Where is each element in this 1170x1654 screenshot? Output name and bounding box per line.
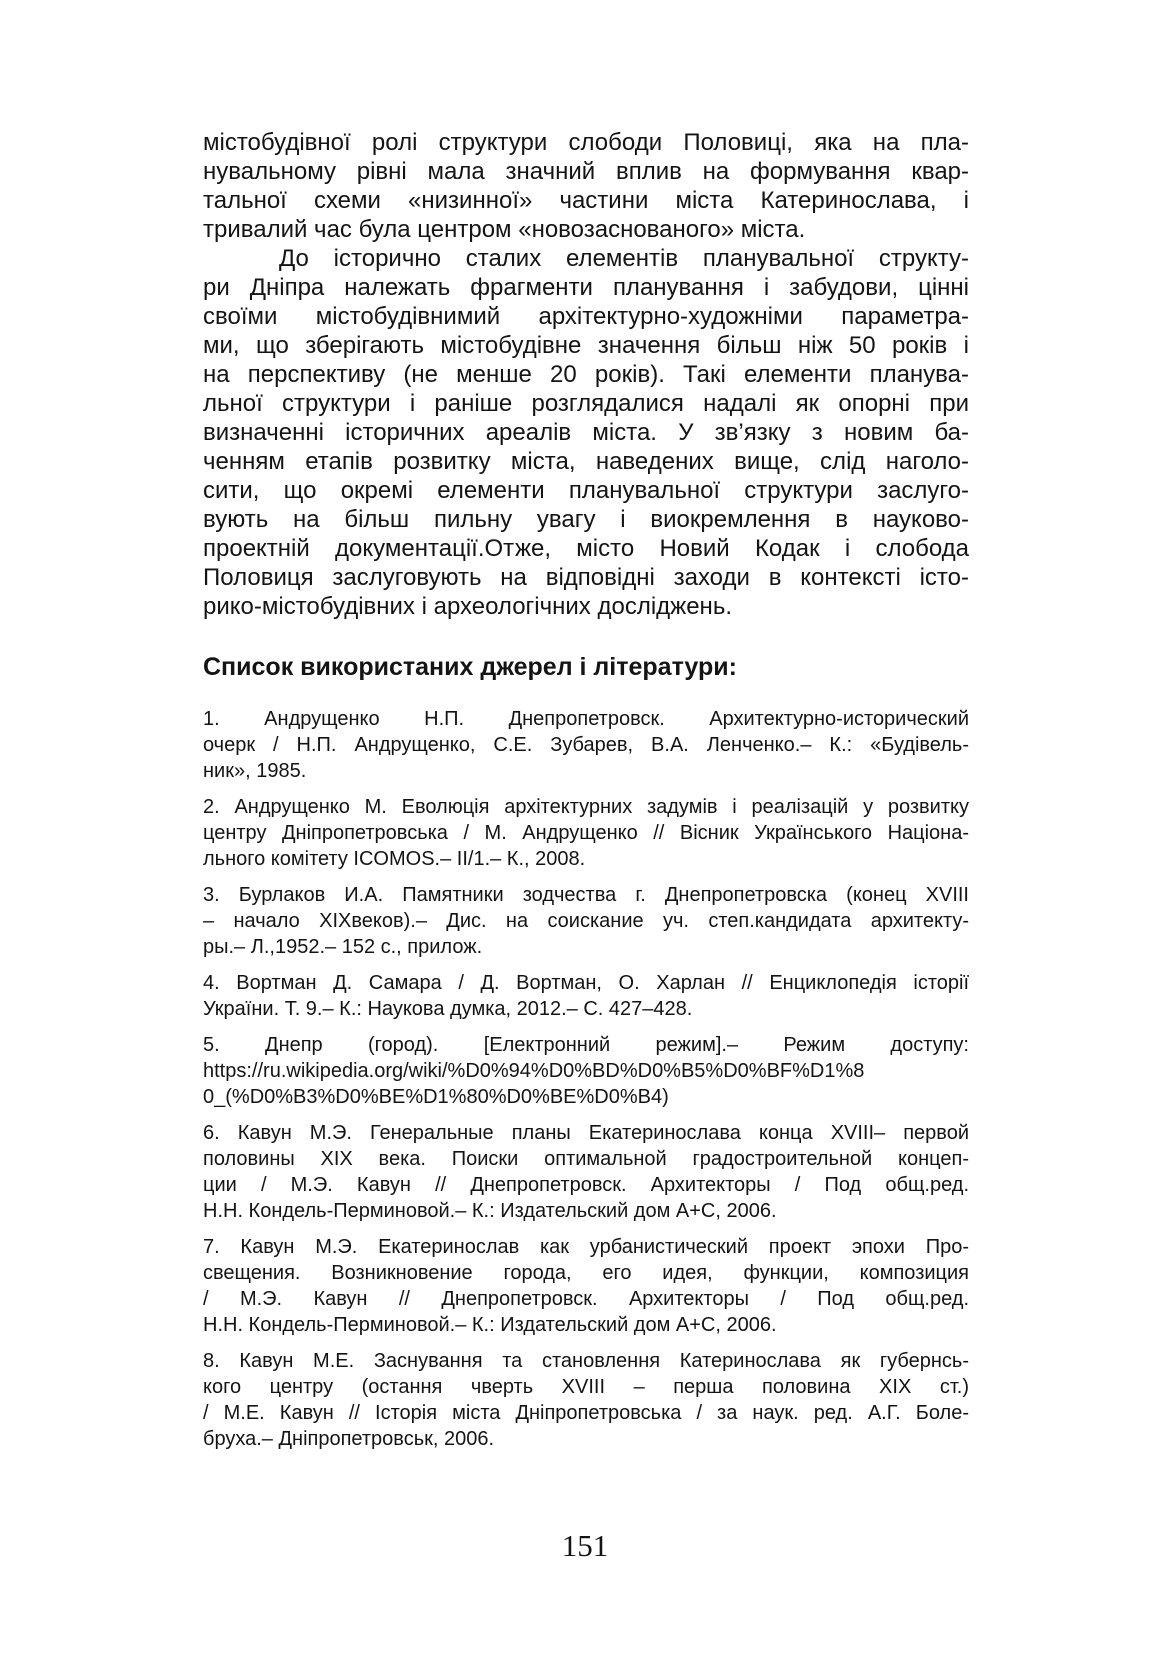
bibliography-item [203,1032,969,1110]
text-line: Н.Н. Кондель-Перминовой.– К.: Издательский дом А+С, 2006. [203,1314,777,1336]
text-line: – начало XIXвеков).– Дис. на соискание уч. степ.кандидата архитекту- [203,910,969,932]
text-line: ции / М.Э. Кавун // Днепропетровск. Архитекторы / Под общ.ред. [203,1174,969,1196]
text-line: половины XIX века. Поиски оптимальной градостроительной концеп- [203,1148,969,1170]
text-line: кого центру (остання чверть XVIII – перша половина XIX ст.) [203,1376,969,1398]
text-line: тальної схеми «низинної» частини міста Катеринослава, і [203,187,969,214]
bibliography-item [203,1348,969,1452]
text-line: 3. Бурлаков И.А. Памятники зодчества г. Днепропетровска (конец XVIII [203,884,969,906]
text-line: сити, що окремі елементи планувальної структури заслуго- [203,477,969,504]
body-paragraphs [203,128,969,621]
text-line: на перспективу (не менше 20 років). Такі елементи планува- [203,361,969,388]
text-line: 4. Вортман Д. Самара / Д. Вортман, О. Харлан // Енциклопедія історії [203,972,969,994]
text-line: бруха.– Дніпропетровськ, 2006. [203,1428,495,1450]
text-line: Н.Н. Кондель-Перминовой.– К.: Издательский дом А+С, 2006. [203,1200,777,1222]
text-line: рико-містобудівних і археологічних досліджень. [203,593,732,620]
bibliography-item [203,882,969,960]
text-line: 1. Андрущенко Н.П. Днепропетровск. Архитектурно-исторический [203,708,969,730]
text-line: своїми містобудівнимий архітектурно-художніми параметра- [203,303,969,330]
paragraph [203,128,969,244]
bibliography-item [203,970,969,1022]
bibliography-item [203,1120,969,1224]
text-line: До історично сталих елементів планувальної структу- [279,245,969,272]
text-line: льної структури і раніше розглядалися надалі як опорні при [203,390,969,417]
text-line: Половиця заслуговують на відповідні заходи в контексті істо- [203,564,969,591]
bibliography-list [203,706,969,1452]
text-line: https://ru.wikipedia.org/wiki/%D0%94%D0%BD%D0%B5%D0%BF%D1%8 [203,1060,865,1082]
text-line: України. Т. 9.– К.: Наукова думка, 2012.– С. 427–428. [203,998,693,1020]
text-line: проектній документації.Отже, місто Новий Кодак і слобода [203,535,969,562]
text-line: 6. Кавун М.Э. Генеральные планы Екатеринослава конца XVIII– первой [203,1122,969,1144]
text-line: 2. Андрущенко М. Еволюція архітектурних задумів і реалізацій у розвитку [203,796,969,818]
paragraph [203,244,969,621]
text-line: свещения. Возникновение города, его идея, функции, композиция [203,1262,969,1284]
text-line: визначенні історичних ареалів міста. У зв’язку з новим ба- [203,419,969,446]
bibliography-item [203,706,969,784]
bibliography-heading: Список використаних джерел і літератури: [203,653,737,681]
text-line: ми, що зберігають містобудівне значення більш ніж 50 років і [203,332,969,359]
text-line: містобудівної ролі структури слободи Половиці, яка на пла- [203,129,969,156]
text-line: льного комітету ICOMOS.– II/1.– К., 2008. [203,848,586,870]
text-line: 5. Днепр (город). [Електронний режим].– Режим доступу: [203,1034,969,1056]
text-line: очерк / Н.П. Андрущенко, С.Е. Зубарев, В.А. Ленченко.– К.: «Будівель- [203,734,969,756]
text-line: 7. Кавун М.Э. Екатеринослав как урбанистический проект эпохи Про- [203,1236,969,1258]
page-number: 151 [561,1528,609,1563]
text-line: 8. Кавун М.Е. Заснування та становлення Катеринослава як губернсь- [203,1350,969,1372]
bibliography-item [203,794,969,872]
text-line: ник», 1985. [203,760,307,782]
text-line: вують на більш пильну увагу і виокремлення в науково- [203,506,969,533]
text-line: центру Дніпропетровська / М. Андрущенко // Вісник Українського Націона- [203,822,969,844]
text-line: ри Дніпра належать фрагменти планування і забудови, цінні [203,274,969,301]
bibliography-item [203,1234,969,1338]
text-line: / М.Е. Кавун // Історія міста Дніпропетровська / за наук. ред. А.Г. Боле- [203,1402,969,1424]
text-line: ры.– Л.,1952.– 152 с., прилож. [203,936,483,958]
text-line: ченням етапів розвитку міста, наведених вище, слід наголо- [203,448,969,475]
text-column [203,128,969,1452]
text-line: 0_(%D0%B3%D0%BE%D1%80%D0%BE%D0%B4) [203,1086,669,1108]
text-line: тривалий час була центром «новозаснованого» міста. [203,216,806,243]
text-line: / М.Э. Кавун // Днепропетровск. Архитекторы / Под общ.ред. [203,1288,969,1310]
text-line: нувальному рівні мала значний вплив на формування квар- [203,158,969,185]
